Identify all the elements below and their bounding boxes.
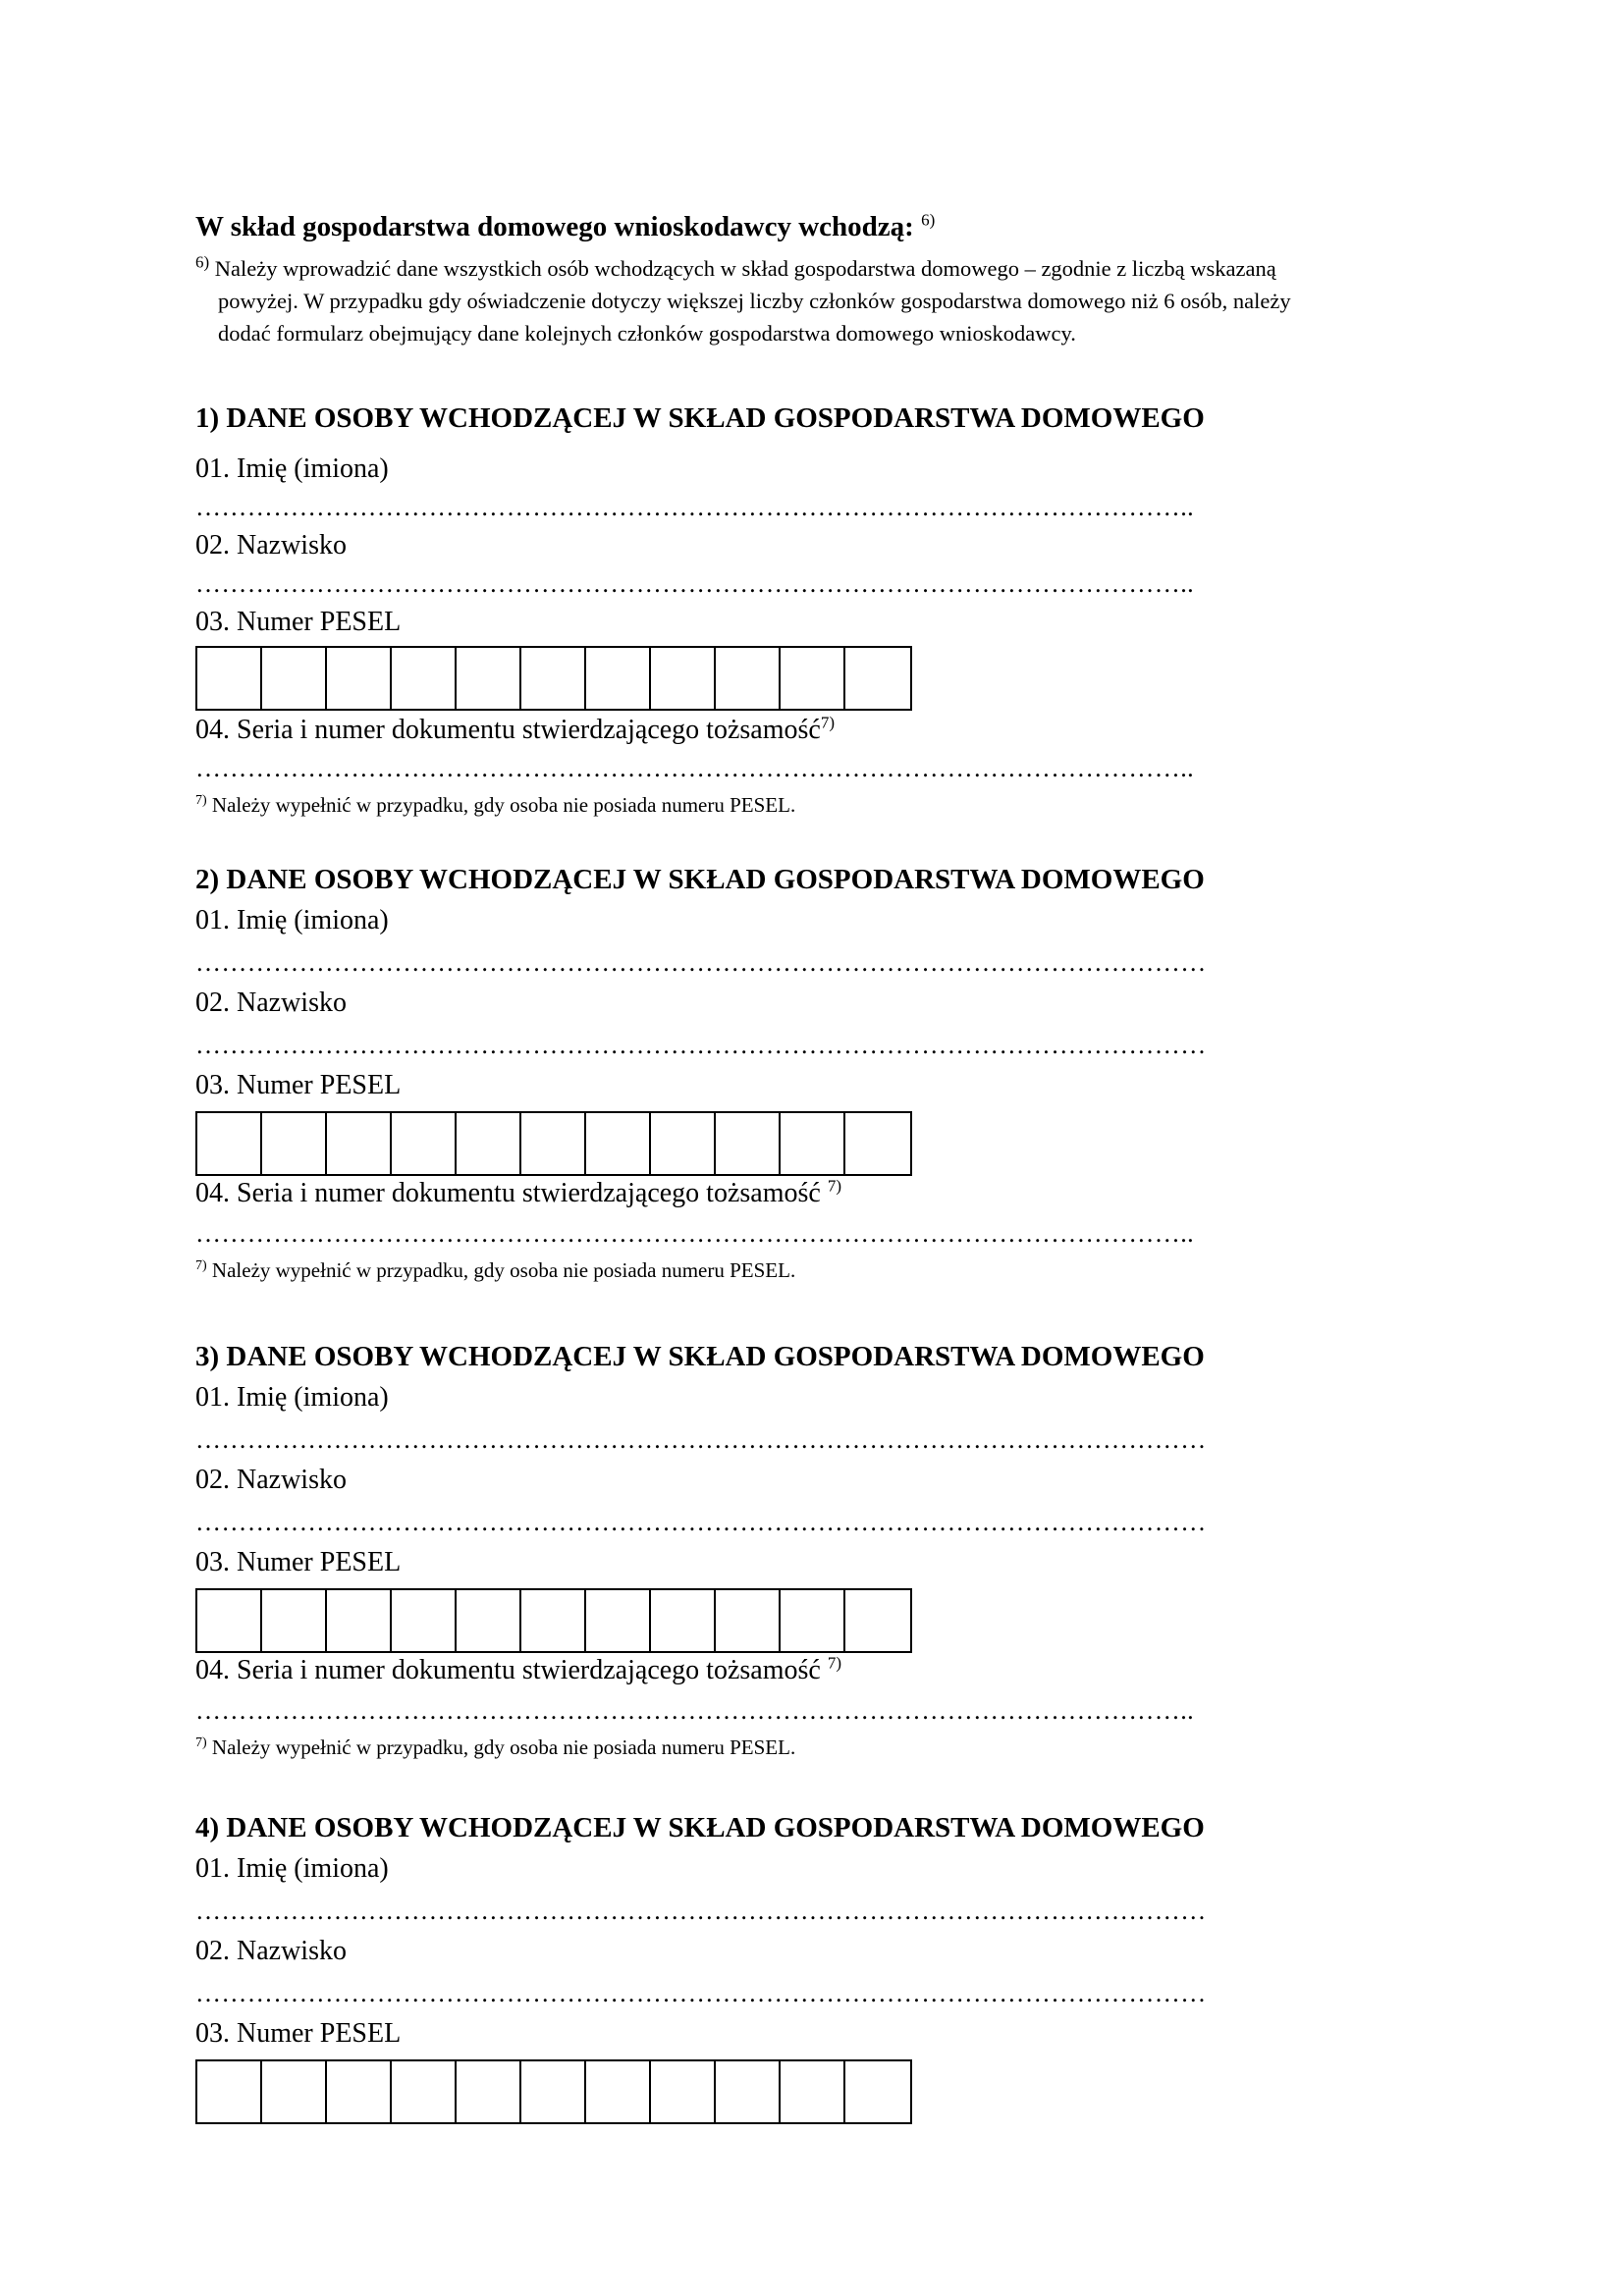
- last-name-field[interactable]: ……………………………………………………………………………………………………..: [195, 569, 1194, 598]
- first-name-label: 01. Imię (imiona): [195, 454, 389, 484]
- pesel-digit-box[interactable]: [781, 648, 845, 709]
- pesel-digit-box[interactable]: [262, 1590, 327, 1651]
- id-document-field[interactable]: ……………………………………………………………………………………………………..: [195, 1219, 1194, 1248]
- pesel-label: 03. Numer PESEL: [195, 2018, 402, 2049]
- pesel-digit-box[interactable]: [392, 2061, 457, 2122]
- pesel-digit-box[interactable]: [651, 1113, 716, 1174]
- pesel-digit-box[interactable]: [651, 648, 716, 709]
- pesel-boxes[interactable]: [195, 2059, 912, 2124]
- pesel-digit-box[interactable]: [521, 1590, 586, 1651]
- first-name-label: 01. Imię (imiona): [195, 1382, 389, 1413]
- pesel-digit-box[interactable]: [457, 1113, 521, 1174]
- first-name-label: 01. Imię (imiona): [195, 905, 389, 935]
- footnote-7: $^{7)}$ Należy wypełnić w przypadku, gdy osoba nie posiada numeru PESEL.: [195, 793, 796, 817]
- pesel-digit-box[interactable]: [327, 1590, 392, 1651]
- last-name-label: 02. Nazwisko: [195, 988, 347, 1018]
- pesel-digit-box[interactable]: [197, 1113, 262, 1174]
- pesel-digit-box[interactable]: [716, 648, 781, 709]
- pesel-digit-box[interactable]: [392, 1113, 457, 1174]
- pesel-digit-box[interactable]: [327, 2061, 392, 2122]
- first-name-field[interactable]: ………………………………………………………………………………………………………: [195, 1425, 1207, 1454]
- section-heading: 3) DANE OSOBY WCHODZĄCEJ W SKŁAD GOSPODARSTWA DOMOWEGO: [195, 1341, 1205, 1372]
- footnote-6-ref: 6): [195, 252, 210, 272]
- pesel-digit-box[interactable]: [392, 1590, 457, 1651]
- page-title: [195, 211, 935, 243]
- pesel-digit-box[interactable]: [457, 2061, 521, 2122]
- footnote-6-line-1: $^{6)}$ Należy wprowadzić dane wszystkich osób wchodzących w skład gospodarstwa domowego – zgodnie z liczbą wskazaną: [195, 252, 1276, 281]
- section-heading: 1) DANE OSOBY WCHODZĄCEJ W SKŁAD GOSPODARSTWA DOMOWEGO: [195, 402, 1205, 434]
- pesel-digit-box[interactable]: [781, 2061, 845, 2122]
- section-heading: 2) DANE OSOBY WCHODZĄCEJ W SKŁAD GOSPODARSTWA DOMOWEGO: [195, 864, 1205, 895]
- pesel-label: 03. Numer PESEL: [195, 1547, 402, 1577]
- footnote-7: $^{7)}$ Należy wypełnić w przypadku, gdy osoba nie posiada numeru PESEL.: [195, 1735, 796, 1759]
- pesel-digit-box[interactable]: [457, 648, 521, 709]
- pesel-digit-box[interactable]: [716, 1590, 781, 1651]
- pesel-digit-box[interactable]: [781, 1590, 845, 1651]
- pesel-digit-box[interactable]: [651, 2061, 716, 2122]
- id-document-label: 04. Seria i numer dokumentu stwierdzającego tożsamość$^{7)}$: [195, 713, 835, 745]
- footnote-7: $^{7)}$ Należy wypełnić w przypadku, gdy osoba nie posiada numeru PESEL.: [195, 1258, 796, 1282]
- first-name-field[interactable]: ………………………………………………………………………………………………………: [195, 1896, 1207, 1925]
- title-text: W skład gospodarstwa domowego wnioskodawcy wchodzą:: [195, 211, 914, 242]
- id-document-field[interactable]: ……………………………………………………………………………………………………..: [195, 1696, 1194, 1725]
- pesel-digit-box[interactable]: [521, 1113, 586, 1174]
- pesel-digit-box[interactable]: [845, 1590, 910, 1651]
- footnote-6-line-3: dodać formularz obejmujący dane kolejnych członków gospodarstwa domowego wnioskodawcy.: [218, 321, 1076, 346]
- pesel-digit-box[interactable]: [197, 2061, 262, 2122]
- pesel-digit-box[interactable]: [327, 1113, 392, 1174]
- first-name-label: 01. Imię (imiona): [195, 1853, 389, 1884]
- pesel-digit-box[interactable]: [586, 1590, 651, 1651]
- id-document-label: 04. Seria i numer dokumentu stwierdzającego tożsamość $^{7)}$: [195, 1176, 841, 1208]
- pesel-digit-box[interactable]: [781, 1113, 845, 1174]
- last-name-field[interactable]: ………………………………………………………………………………………………………: [195, 1979, 1207, 2007]
- pesel-digit-box[interactable]: [521, 648, 586, 709]
- id-document-field[interactable]: ……………………………………………………………………………………………………..: [195, 754, 1194, 782]
- pesel-digit-box[interactable]: [197, 1590, 262, 1651]
- last-name-label: 02. Nazwisko: [195, 1936, 347, 1966]
- pesel-digit-box[interactable]: [586, 2061, 651, 2122]
- last-name-field[interactable]: ………………………………………………………………………………………………………: [195, 1508, 1207, 1536]
- first-name-field[interactable]: ………………………………………………………………………………………………………: [195, 948, 1207, 977]
- pesel-boxes[interactable]: [195, 1111, 912, 1176]
- pesel-digit-box[interactable]: [327, 648, 392, 709]
- pesel-digit-box[interactable]: [651, 1590, 716, 1651]
- pesel-digit-box[interactable]: [262, 2061, 327, 2122]
- pesel-label: 03. Numer PESEL: [195, 1070, 402, 1100]
- pesel-digit-box[interactable]: [457, 1590, 521, 1651]
- pesel-digit-box[interactable]: [521, 2061, 586, 2122]
- pesel-digit-box[interactable]: [262, 1113, 327, 1174]
- section-heading: 4) DANE OSOBY WCHODZĄCEJ W SKŁAD GOSPODARSTWA DOMOWEGO: [195, 1812, 1205, 1843]
- pesel-digit-box[interactable]: [262, 648, 327, 709]
- pesel-digit-box[interactable]: [586, 648, 651, 709]
- pesel-digit-box[interactable]: [845, 1113, 910, 1174]
- pesel-digit-box[interactable]: [716, 1113, 781, 1174]
- pesel-digit-box[interactable]: [586, 1113, 651, 1174]
- pesel-boxes[interactable]: [195, 1588, 912, 1653]
- pesel-digit-box[interactable]: [392, 648, 457, 709]
- pesel-boxes[interactable]: [195, 646, 912, 711]
- title-footnote-ref: 6): [921, 210, 936, 230]
- id-document-label: 04. Seria i numer dokumentu stwierdzającego tożsamość $^{7)}$: [195, 1653, 841, 1685]
- pesel-digit-box[interactable]: [845, 648, 910, 709]
- pesel-digit-box[interactable]: [197, 648, 262, 709]
- first-name-field[interactable]: ……………………………………………………………………………………………………..: [195, 493, 1194, 521]
- footnote-6: [195, 252, 1436, 349]
- last-name-label: 02. Nazwisko: [195, 1465, 347, 1495]
- last-name-label: 02. Nazwisko: [195, 530, 347, 561]
- pesel-label: 03. Numer PESEL: [195, 607, 402, 637]
- footnote-6-line-2: powyżej. W przypadku gdy oświadczenie dotyczy większej liczby członków gospodarstwa domowego niż 6 osób, należy: [218, 289, 1291, 313]
- last-name-field[interactable]: ………………………………………………………………………………………………………: [195, 1031, 1207, 1059]
- pesel-digit-box[interactable]: [716, 2061, 781, 2122]
- pesel-digit-box[interactable]: [845, 2061, 910, 2122]
